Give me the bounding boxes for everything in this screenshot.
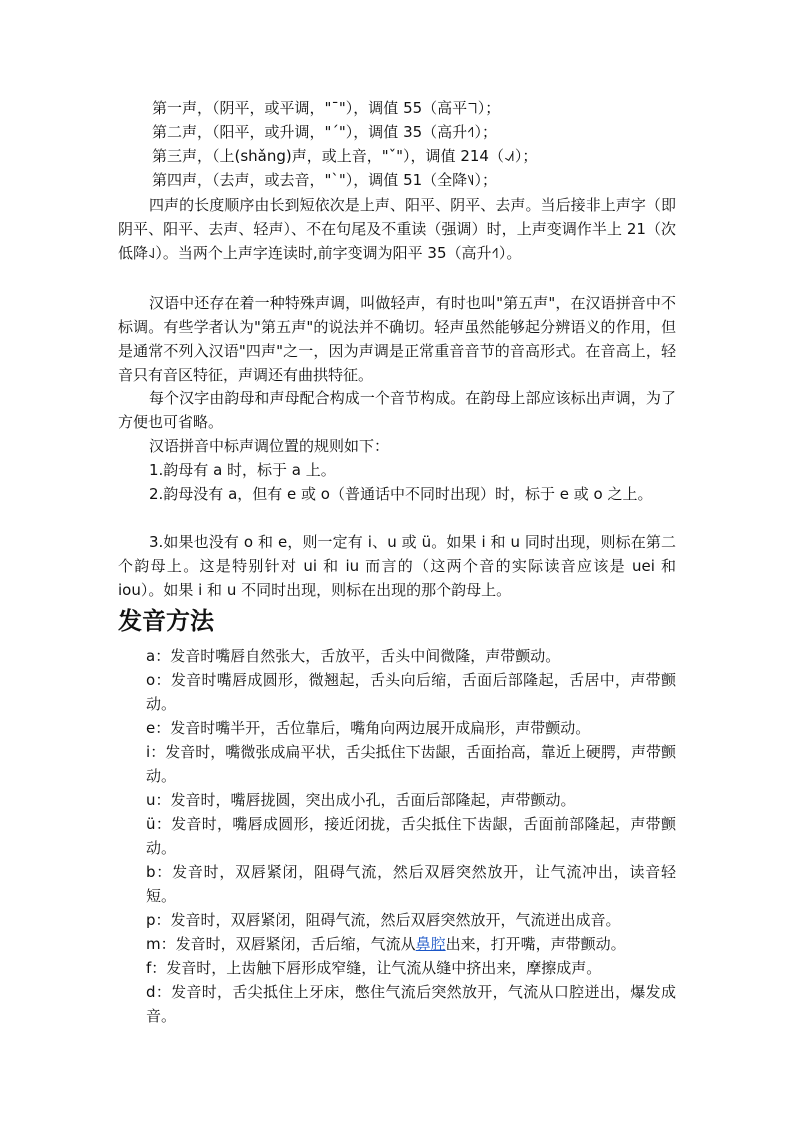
rule-2: 2.韵母没有 a，但有 e 或 o（普通话中不同时出现）时，标于 e 或 o 之上。 <box>149 485 653 503</box>
method-e: e：发音时嘴半开，舌位靠后，嘴角向两边展开成扁形，声带颤动。 <box>146 719 591 737</box>
method-b: b：发音时，双唇紧闭，阻碍气流，然后双唇突然放开，让气流冲出，读音轻短。 <box>146 863 676 905</box>
method-a: a：发音时嘴唇自然张大，舌放平，舌头中间微隆，声带颤动。 <box>146 647 561 665</box>
paragraph-rules-intro: 汉语拼音中标声调位置的规则如下： <box>149 437 390 455</box>
method-m-text-after: 出来，打开嘴，声带颤动。 <box>445 935 626 953</box>
paragraph-neutral-tone: 汉语中还存在着一种特殊声调，叫做轻声，有时也叫"第五声"，在汉语拼音中不标调。有些学者认为"第五声"的说法并不确切。轻声虽然能够起分辨语义的作用，但是通常不列入汉语"四声"之一，因为声调是正常重音音节的音高形式。在音高上，轻音只有音区特征，声调还有曲拱特征。 <box>118 294 676 384</box>
method-m-text-before: m：发音时，双唇紧闭，舌后缩，气流从 <box>146 935 416 953</box>
paragraph-tone-order: 四声的长度顺序由长到短依次是上声、阳平、阴平、去声。当后接非上声字（即阴平、阳平、去声、轻声）、不在句尾及不重读（强调）时，上声变调作半上 21（次低降˨˩）。当两个上声字连读时,前字变调为阳平 35（高升˧˥）。 <box>118 196 676 262</box>
tone-line-1: 第一声，（阴平，或平调，"ˉ"），调值 55（高平˥˥）； <box>152 99 501 117</box>
method-u: u：发音时，嘴唇拢圆，突出成小孔，舌面后部隆起，声带颤动。 <box>146 791 576 809</box>
method-m <box>146 932 676 956</box>
method-d: d：发音时，舌尖抵住上牙床，憋住气流后突然放开，气流从口腔迸出，爆发成音。 <box>146 983 676 1025</box>
rule-3: 3.如果也没有 o 和 e，则一定有 i、u 或 ü。如果 i 和 u 同时出现，则标在第二个韵母上。这是特别针对 ui 和 iu 而言的（这两个音的实际读音应该是 uei 和 iou）。如果 i 和 u 不同时出现，则标在出现的那个韵母上。 <box>118 533 676 599</box>
method-o: o：发音时嘴唇成圆形，微翘起，舌头向后缩，舌面后部隆起，舌居中，声带颤动。 <box>146 671 676 713</box>
rule-1: 1.韵母有 a 时，标于 a 上。 <box>149 461 336 479</box>
method-i: i：发音时，嘴微张成扁平状，舌尖抵住下齿龈，舌面抬高，靠近上硬腭，声带颤动。 <box>146 743 676 785</box>
tone-line-4: 第四声，（去声，或去音，"ˋ"），调值 51（全降˥˩）； <box>152 171 498 189</box>
method-f: f：发音时，上齿触下唇形成窄缝，让气流从缝中挤出来，摩擦成声。 <box>146 959 602 977</box>
nasal-cavity-link[interactable]: 鼻腔 <box>415 935 446 953</box>
tone-line-3: 第三声，（上(shǎng)声，或上音，"ˇ"），调值 214（˨˩˦）； <box>152 147 538 165</box>
section-heading: 发音方法 <box>118 606 214 635</box>
paragraph-syllable: 每个汉字由韵母和声母配合构成一个音节构成。在韵母上部应该标出声调，为了方便也可省略。 <box>118 389 676 431</box>
method-p: p：发音时，双唇紧闭，阻碍气流，然后双唇突然放开，气流迸出成音。 <box>146 911 621 929</box>
tone-line-2: 第二声，（阳平，或升调，"ˊ"），调值 35（高升˧˥）； <box>152 123 498 141</box>
method-v: ü：发音时，嘴唇成圆形，接近闭拢，舌尖抵住下齿龈，舌面前部隆起，声带颤动。 <box>146 815 676 857</box>
